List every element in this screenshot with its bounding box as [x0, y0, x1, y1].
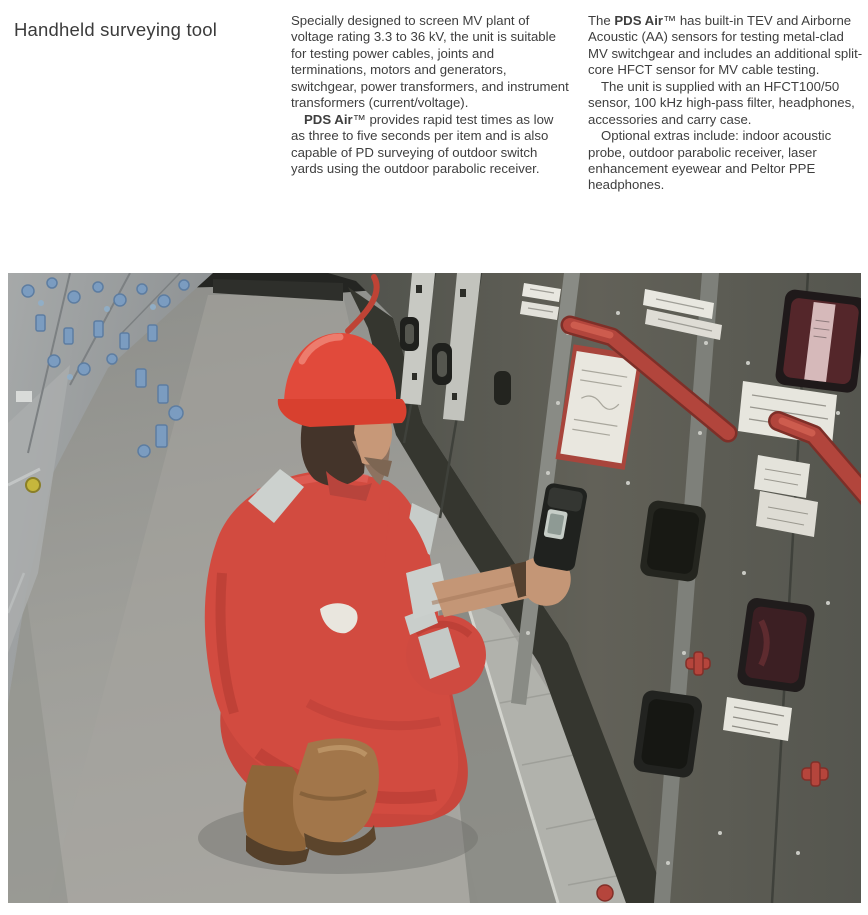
body-text: Specially designed to screen MV plant of voltage rating 3.3 to 36 kV, the unit is suitable for testing power cables, joints and terminations, motors and generators, switchgear, power transformers, and instrument transformers (current/voltage). — [291, 13, 569, 111]
body-text: The unit is supplied with an HFCT100/50 sensor, 100 kHz high-pass filter, headphones, accessories and carry case. — [588, 78, 855, 127]
product-photo — [8, 273, 861, 903]
body-paragraph — [291, 112, 569, 178]
body-paragraph — [588, 13, 866, 79]
body-paragraph — [588, 79, 866, 128]
body-text: ™ — [352, 111, 366, 127]
body-text: has built-in TEV and Airborne Acoustic (AA) sensors for testing metal-clad MV switchgear and includes an additional split-core HFCT sensor for MV cable testing. — [588, 13, 863, 78]
product-photo-illustration — [8, 273, 861, 903]
product-name: PDS Air — [614, 13, 663, 28]
body-text: Optional extras include: indoor acoustic probe, outdoor parabolic receiver, laser enhancement eyewear and Peltor PPE headphones. — [588, 128, 832, 193]
body-text: ™ — [663, 13, 677, 28]
body-paragraph — [588, 128, 866, 194]
body-paragraph — [291, 13, 569, 112]
indicator-window — [774, 288, 861, 393]
body-text: The — [588, 13, 615, 28]
text-column-left — [291, 13, 569, 177]
body-text: provides rapid test times as low as three to five seconds per item and is also capable of PD surveying of outdoor switch yards using the outdoor parabolic receiver. — [291, 111, 554, 176]
text-column-right — [588, 13, 866, 194]
page-title: Handheld surveying tool — [14, 19, 218, 40]
product-name: PDS Air — [304, 111, 353, 127]
wall-marker — [26, 478, 40, 492]
